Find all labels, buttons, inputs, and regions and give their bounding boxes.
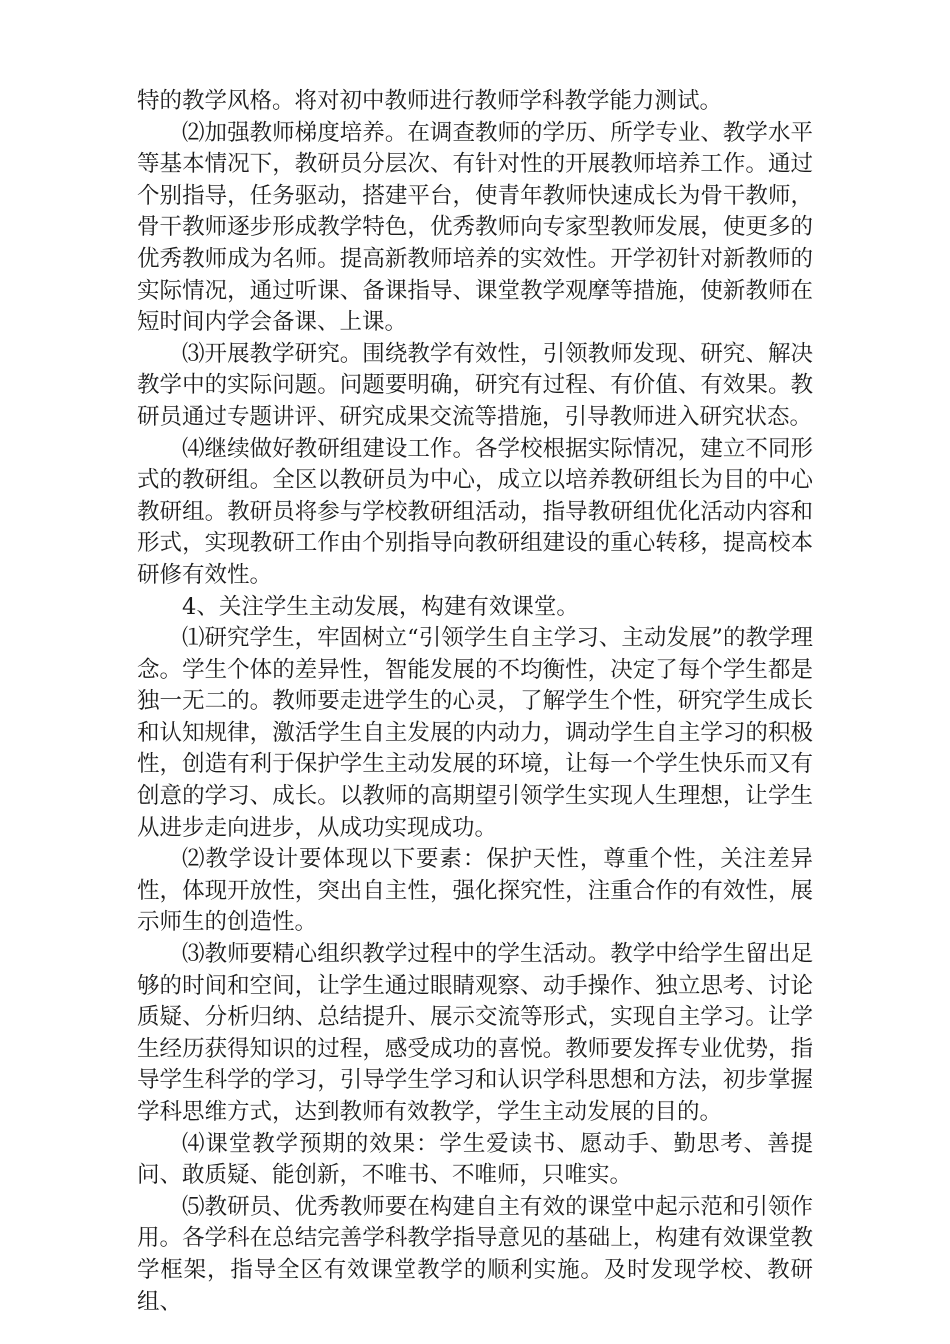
paragraph: ⑵加强教师梯度培养。在调查教师的学历、所学专业、教学水平等基本情况下，教研员分层次、有针对性的开展教师培养工作。通过个别指导，任务驱动，搭建平台，使青年教师快速成长为骨干教师，骨干教师逐步形成教学特色，优秀教师向专家型教师发展，使更多的优秀教师成为名师。提高新教师培养的实效性。开学初针对新教师的实际情况，通过听课、备课指导、课堂教学观摩等措施，使新教师在短时间内学会备课、上课。 [137,119,813,336]
paragraph: ⑷继续做好教研组建设工作。各学校根据实际情况，建立不同形式的教研组。全区以教研员为中心，成立以培养教研组长为目的中心教研组。教研员将参与学校教研组活动，指导教研组优化活动内容和形式，实现教研工作由个别指导向教研组建设的重心转移，提高校本研修有效性。 [137,435,813,588]
paragraph: ⑷课堂教学预期的效果：学生爱读书、愿动手、勤思考、善提问、敢质疑、能创新，不唯书、不唯师，只唯实。 [137,1130,813,1189]
paragraph: ⑶教师要精心组织教学过程中的学生活动。教学中给学生留出足够的时间和空间，让学生通过眼睛观察、动手操作、独立思考、讨论质疑、分析归纳、总结提升、展示交流等形式，实现自主学习。让学生经历获得知识的过程，感受成功的喜悦。教师要发挥专业优势，指导学生科学的学习，引导学生学习和认识学科思想和方法，初步掌握学科思维方式，达到教师有效教学，学生主动发展的目的。 [137,941,813,1125]
section-heading: 4、关注学生主动发展，构建有效课堂。 [182,593,579,620]
document-body [137,86,813,1318]
paragraph: ⑴研究学生，牢固树立“引领学生自主学习、主动发展”的教学理念。学生个体的差异性，智能发展的不均衡性，决定了每个学生都是独一无二的。教师要走进学生的心灵，了解学生个性，研究学生成长和认知规律，激活学生自主发展的内动力，调动学生自主学习的积极性，创造有利于保护学生主动发展的环境，让每一个学生快乐而又有创意的学习、成长。以教师的高期望引领学生实现人生理想，让学生从进步走向进步，从成功实现成功。 [137,625,813,841]
paragraph: ⑵教学设计要体现以下要素：保护天性，尊重个性，关注差异性，体现开放性，突出自主性，强化探究性，注重合作的有效性，展示师生的创造性。 [137,846,813,936]
paragraph: ⑶开展教学研究。围绕教学有效性，引领教师发现、研究、解决教学中的实际问题。问题要明确，研究有过程、有价值、有效果。教研员通过专题讲评、研究成果交流等措施，引导教师进入研究状态。 [137,340,813,430]
paragraph: ⑸教研员、优秀教师要在构建自主有效的课堂中起示范和引领作用。各学科在总结完善学科教学指导意见的基础上，构建有效课堂教学框架，指导全区有效课堂教学的顺利实施。及时发现学校、教研组、 [137,1193,813,1315]
paragraph: 特的教学风格。将对初中教师进行教师学科教学能力测试。 [137,88,723,114]
